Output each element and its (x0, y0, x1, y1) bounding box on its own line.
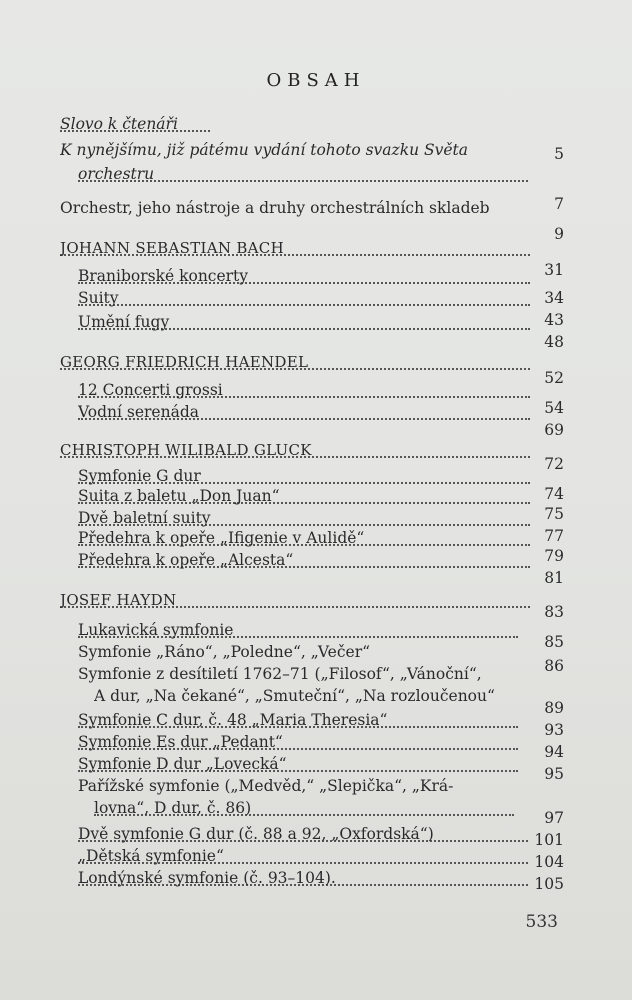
toc-entry (78, 526, 530, 550)
toc-entry-title: Symfonie C dur, č. 48 „Maria Theresia“ (78, 711, 388, 729)
toc-entry (60, 588, 530, 612)
toc-entry (78, 162, 528, 186)
toc-page-number: 94 (544, 743, 564, 761)
toc-entry (60, 112, 210, 136)
toc-entry-title: Suita z baletu „Don Juan“ (78, 487, 280, 505)
toc-entry-title: Slovo k čtenáři (60, 115, 178, 133)
toc-entry-title: „Dětská symfonie“ (78, 847, 224, 865)
toc-page-number: 95 (544, 765, 564, 783)
toc-page-number: 77 (544, 527, 564, 545)
toc-entry (94, 796, 514, 820)
toc-page-number: 85 (544, 633, 564, 651)
toc-entry (78, 618, 518, 642)
toc-entry-title: JOHANN SEBASTIAN BACH (60, 239, 284, 257)
toc-entry (60, 438, 530, 462)
toc-page-number: 7 (554, 195, 564, 213)
toc-entry-title: JOSEF HAYDN (60, 591, 177, 609)
toc-entry-title: Symfonie D dur „Lovecká“ (78, 755, 287, 773)
toc-page-number: 93 (544, 721, 564, 739)
toc-entry-title: Předehra k opeře „Alcesta“ (78, 551, 294, 569)
toc-entry (78, 822, 528, 846)
toc-entry (78, 774, 518, 798)
toc-page-number: 86 (544, 657, 564, 675)
toc-page-number: 52 (544, 369, 564, 387)
page-folio: 533 (525, 912, 558, 932)
toc-entry-title: Symfonie Es dur „Pedant“ (78, 733, 283, 751)
toc-page-number: 9 (554, 225, 564, 243)
toc-entry (78, 378, 530, 402)
toc-entry (78, 730, 518, 754)
toc-entry (60, 350, 530, 374)
toc-page-number: 83 (544, 603, 564, 621)
toc-entry (78, 752, 518, 776)
toc-entry (78, 548, 530, 572)
page-title: OBSAH (266, 70, 366, 91)
toc-page-number: 72 (544, 455, 564, 473)
toc-page-number: 81 (544, 569, 564, 587)
toc-page-number: 101 (534, 831, 564, 849)
toc-page-number: 89 (544, 699, 564, 717)
toc-entry (60, 196, 530, 220)
toc-entry-title: CHRISTOPH WILIBALD GLUCK (60, 441, 312, 459)
toc-entry (78, 640, 518, 664)
toc-entry-title: Symfonie „Ráno“, „Poledne“, „Večer“ (78, 643, 371, 661)
toc-page-number: 54 (544, 399, 564, 417)
toc-entry-title: Orchestr, jeho nástroje a druhy orchestrálních skladeb (60, 199, 490, 217)
toc-entry (78, 708, 518, 732)
toc-entry (78, 866, 528, 890)
toc-page-number: 97 (544, 809, 564, 827)
toc-page-number: 48 (544, 333, 564, 351)
toc-entry-title: Umění fugy (78, 313, 170, 331)
toc-entry-title: lovna“, D dur, č. 86) (94, 799, 252, 817)
toc-entry-title: K nynějšímu, již pátému vydání tohoto svazku Světa (60, 141, 469, 159)
toc-entry (78, 264, 530, 288)
toc-entry (60, 138, 530, 162)
toc-entry-title: Symfonie G dur (78, 467, 201, 485)
toc-entry-title: 12 Concerti grossi (78, 381, 223, 399)
toc-entry (78, 310, 530, 334)
toc-page-number: 31 (544, 261, 564, 279)
toc-entry-title: Braniborské koncerty (78, 267, 249, 285)
toc-entry-title: Londýnské symfonie (č. 93–104). (78, 869, 336, 887)
toc-entry (78, 662, 518, 686)
toc-entry (78, 400, 530, 424)
toc-entry (78, 844, 528, 868)
dot-leader (78, 304, 530, 306)
toc-page-number: 43 (544, 311, 564, 329)
toc-page-number: 69 (544, 421, 564, 439)
toc-entry (60, 236, 530, 260)
toc-entry (78, 286, 530, 310)
toc-entry-title: Dvě baletní suity (78, 509, 211, 527)
toc-entry-title: Předehra k opeře „Ifigenie v Aulidě“ (78, 529, 365, 547)
toc-entry (78, 484, 530, 508)
toc-entry-title: Lukavická symfonie (78, 621, 234, 639)
toc-entry-title: GEORG FRIEDRICH HAENDEL (60, 353, 309, 371)
toc-entry (94, 684, 524, 708)
toc-page-number: 104 (534, 853, 564, 871)
toc-entry-title: orchestru (78, 165, 155, 183)
toc-entry-title: Dvě symfonie G dur (č. 88 a 92, „Oxfordská“) (78, 825, 434, 843)
toc-page-number: 5 (554, 145, 564, 163)
toc-entry-title: Pařížské symfonie („Medvěd,“ „Slepička“, „Krá- (78, 777, 454, 795)
toc-page-number: 75 (544, 505, 564, 523)
toc-page-number: 105 (534, 875, 564, 893)
toc-entry-title: Suity (78, 289, 119, 307)
toc-entry-title: Symfonie z desítiletí 1762–71 („Filosof“, „Vánoční“, (78, 665, 482, 683)
toc-entry-title: Vodní serenáda (78, 403, 199, 421)
toc-entry-title: A dur, „Na čekané“, „Smuteční“, „Na rozloučenou“ (94, 687, 495, 705)
toc-page-number: 34 (544, 289, 564, 307)
toc-page-number: 74 (544, 485, 564, 503)
toc-page-number: 79 (544, 547, 564, 565)
